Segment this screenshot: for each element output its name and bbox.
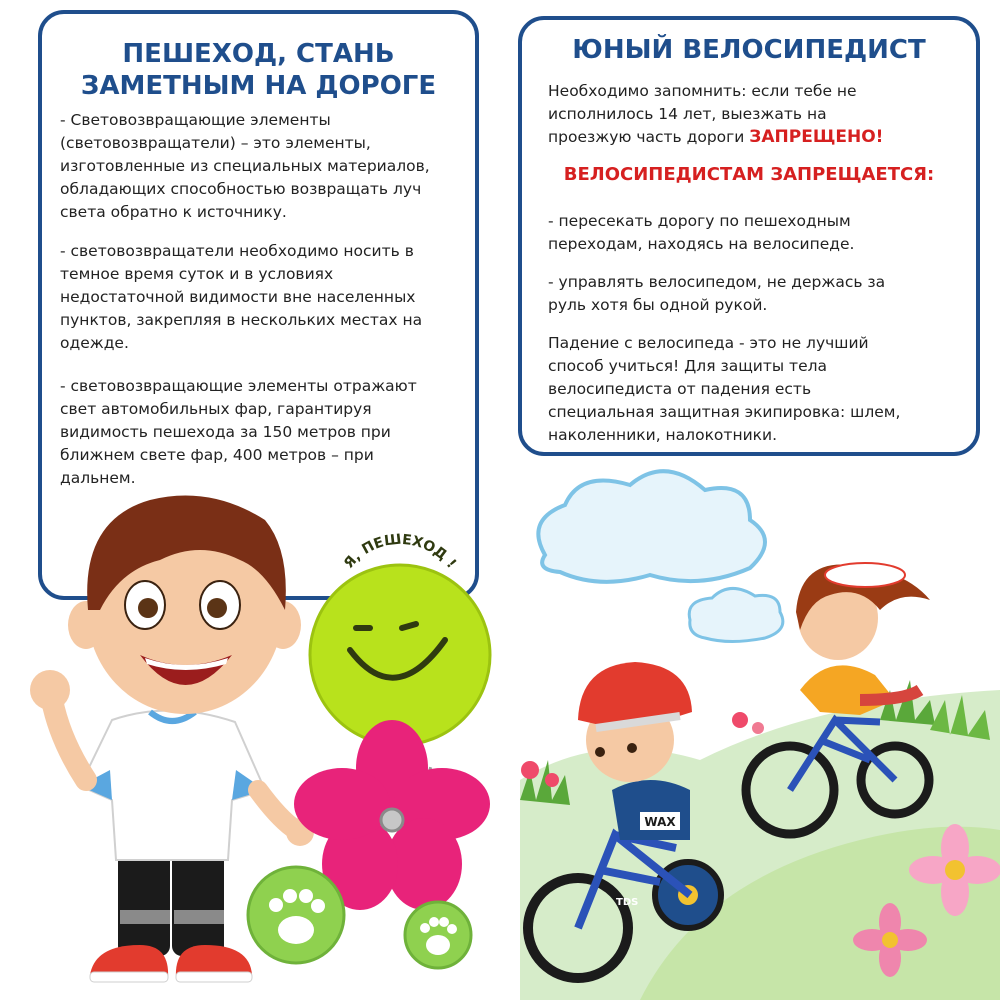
closing-protective-gear: Падение с велосипеда - это не лучший способ учиться! Для защиты тела велосипедиста от падения есть специальная защитная экипировка: шлем, наколенники, налокотники. (548, 334, 901, 444)
rule-crosswalk: - пересекать дорогу по пешеходным переходам, находясь на велосипеде. (548, 212, 855, 253)
paw-reflector-small-illustration (405, 902, 471, 968)
paw-reflector-large-illustration (248, 867, 344, 963)
smiley-reflector-illustration (310, 532, 490, 750)
jersey-text: WAX (644, 815, 676, 829)
intro-main: Необходимо запомнить: если тебе не исполнилось 14 лет, выезжать на проезжую часть дороги (548, 82, 857, 146)
panel-title-line1: ПЕШЕХОД, СТАНЬ (122, 39, 395, 69)
paragraph-visibility-distance: - световозвращающие элементы отражают свет автомобильных фар, гарантируя видимость пешехода за 150 метров при ближнем свете фар, 400 метров – при дальнем. (60, 377, 417, 487)
panel-title-line2: ЗАМЕТНЫМ НА ДОРОГЕ (80, 71, 437, 101)
cloud-illustration (538, 471, 783, 641)
paragraph-wear-reflectors: - световозвращатели необходимо носить в темное время суток и в условиях недостаточной видимости вне населенных пунктов, закрепляя в нескольких местах на одежде. (60, 242, 423, 352)
rule-handlebar: - управлять велосипедом, не держась за руль хотя бы одной рукой. (548, 273, 886, 314)
panel-title-young-cyclist: ЮНЫЙ ВЕЛОСИПЕДИСТ (572, 35, 926, 65)
reflector-text: Я, ПЕШЕХОД ! (340, 531, 460, 572)
prohibited-heading: ВЕЛОСИПЕДИСТАМ ЗАПРЕЩАЕТСЯ: (563, 164, 935, 185)
intro-emphasis-forbidden: ЗАПРЕЩЕНО! (749, 127, 884, 147)
paragraph-reflectors-definition: - Световозвращающие элементы (световозвращатели) – это элементы, изготовленные из специальных материалов, обладающих способностью возвращать луч света обратно к источнику. (60, 111, 430, 221)
bike-brand-text: TDS (616, 897, 639, 908)
